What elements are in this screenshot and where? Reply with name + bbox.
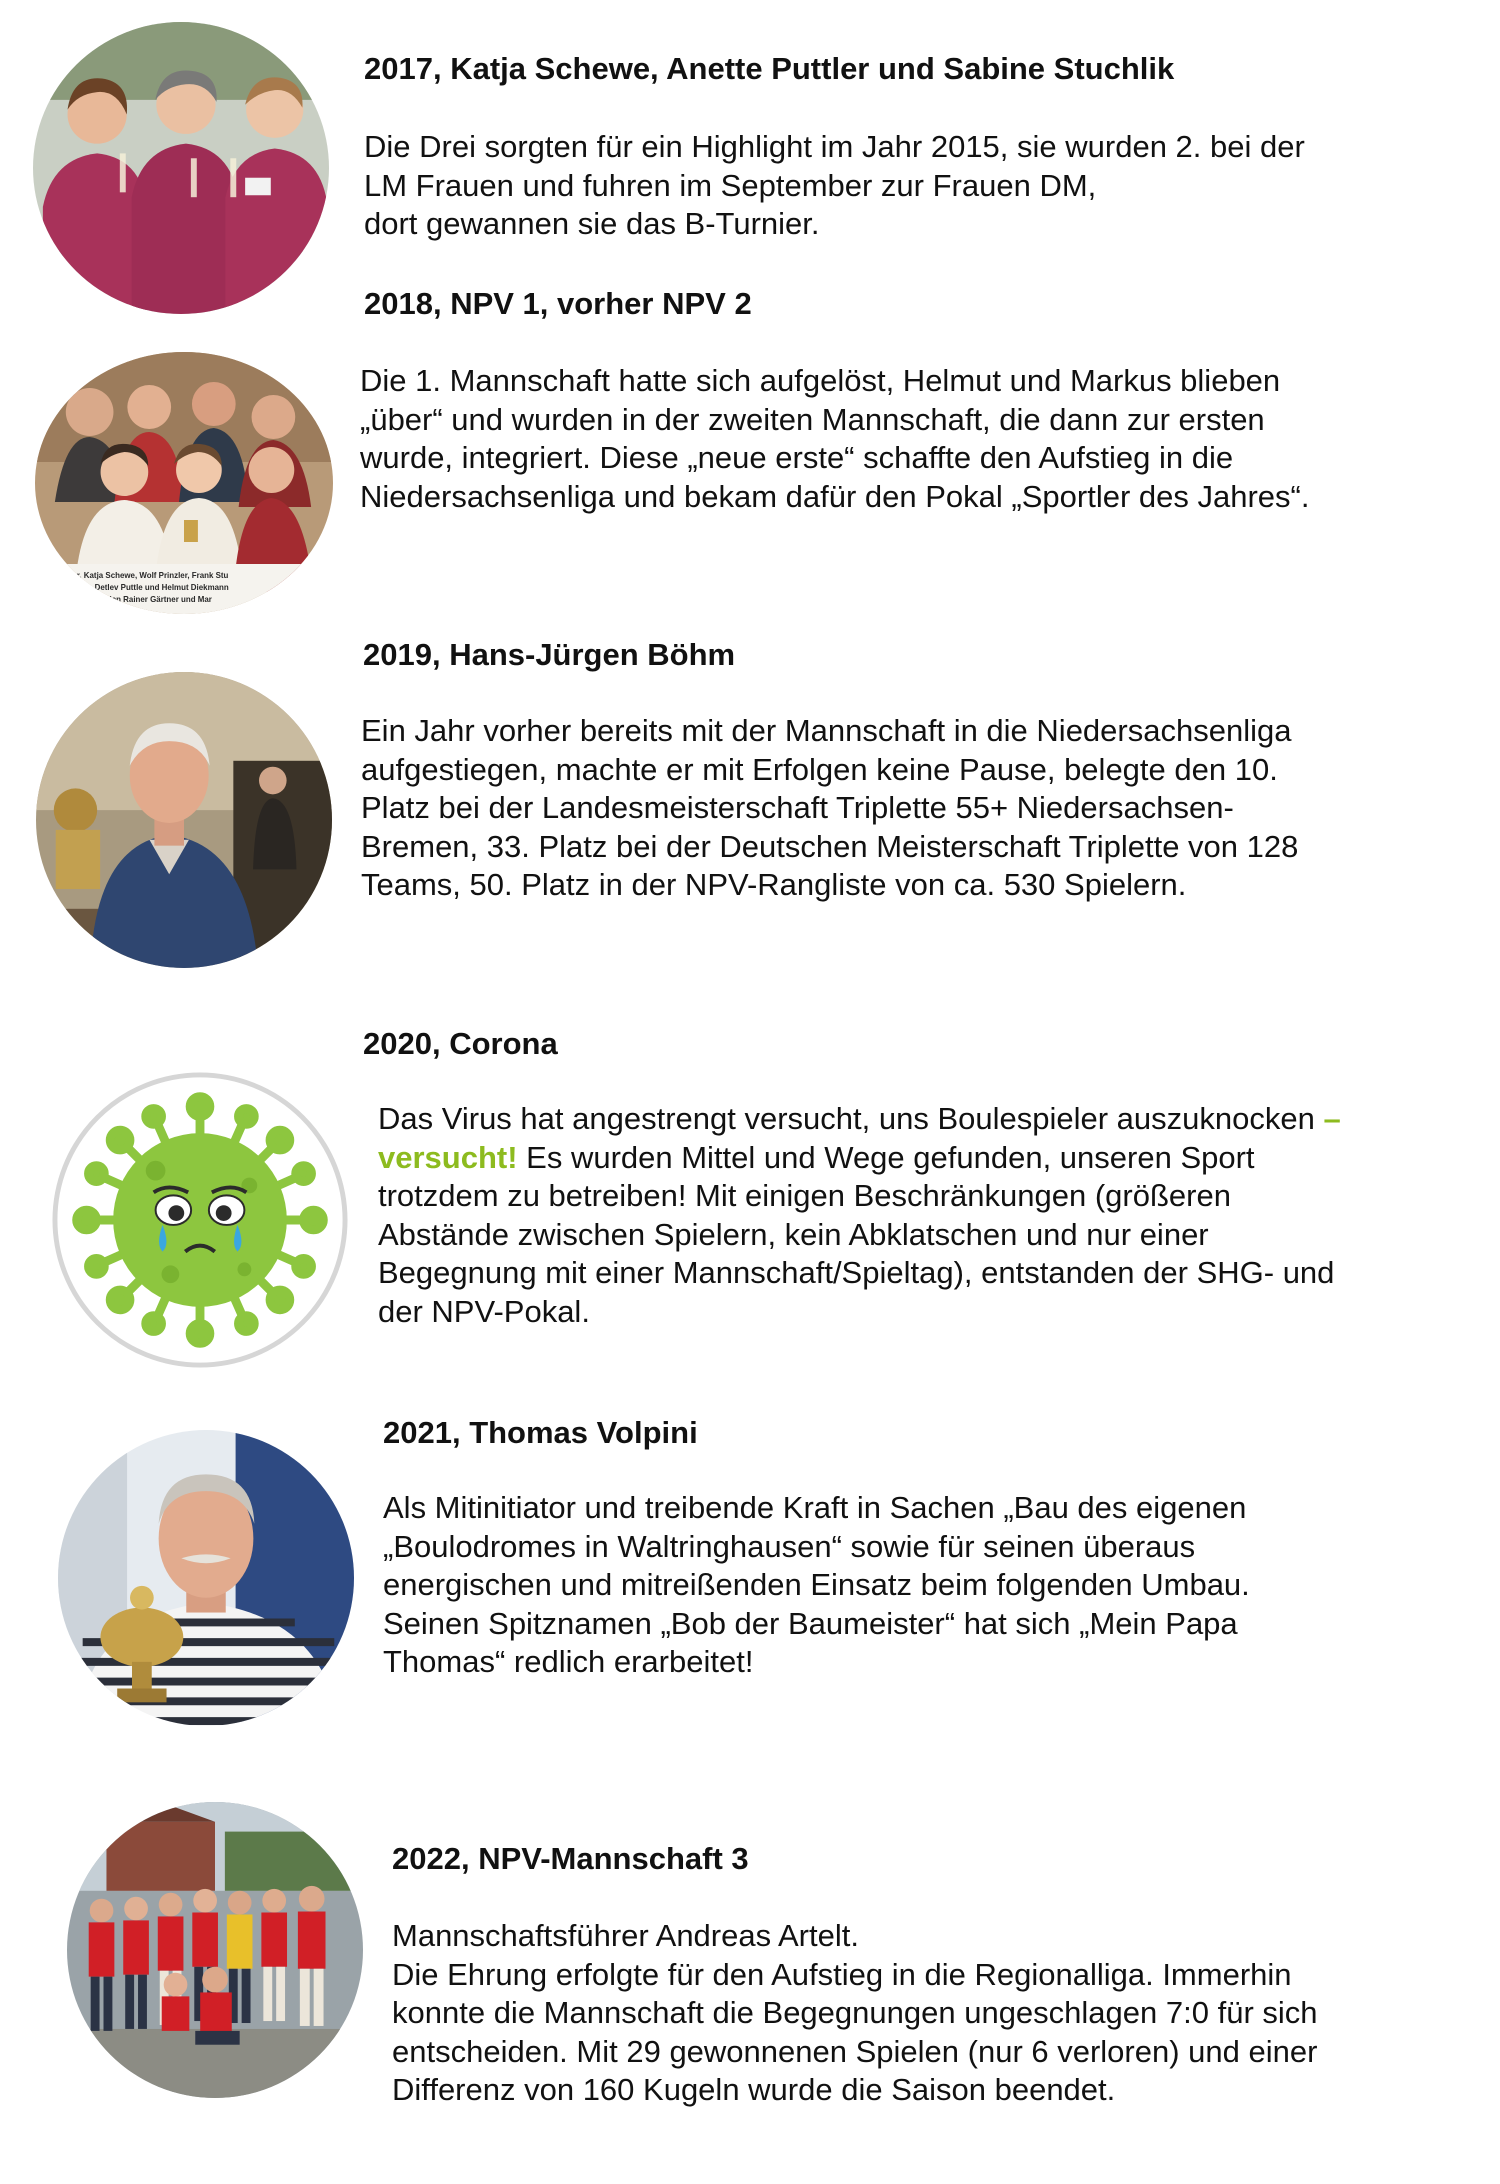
entry-title: 2020, Corona: [363, 1026, 558, 1061]
text-line: Die Ehrung erfolgte für den Aufstieg in die Regionalliga. Immerhin: [392, 1956, 1292, 1992]
entry-title: 2022, NPV-Mannschaft 3: [392, 1841, 749, 1876]
photo-2017-three-women: [33, 22, 329, 314]
entry-text: [392, 1917, 1318, 2110]
text-line: [378, 1139, 1341, 1178]
entry-text: [364, 128, 1305, 244]
accent-dash: –: [1323, 1101, 1341, 1136]
entry-title: 2018, NPV 1, vorher NPV 2: [364, 286, 752, 321]
entry-title: 2019, Hans-Jürgen Böhm: [363, 637, 736, 672]
entry-title: 2017, Katja Schewe, Anette Puttler und Sabine Stuchlik: [364, 51, 1175, 86]
text-line: trotzdem zu betreiben! Mit einigen Beschränkungen (größeren: [378, 1178, 1231, 1213]
text-line: wurde, integriert. Diese „neue erste“ schaffte den Aufstieg in die: [360, 440, 1234, 475]
text-line: energischen und mitreißenden Einsatz beim folgenden Umbau.: [383, 1567, 1250, 1602]
photo-caption-line: Detlev Puttle und Helmut Diekmann: [94, 582, 229, 593]
entry-text: [378, 1100, 1341, 1331]
text-line: Mannschaftsführer Andreas Artelt.: [392, 1918, 859, 1953]
text-line: Seinen Spitznamen „Bob der Baumeister“ hat sich „Mein Papa: [383, 1605, 1238, 1641]
text-line: Die 1. Mannschaft hatte sich aufgelöst, Helmut und Markus blieben: [360, 363, 1281, 398]
text-line: konnte die Mannschaft die Begegnungen ungeschlagen 7:0 für sich: [392, 1995, 1318, 2030]
text-line: Platz bei der Landesmeisterschaft Triplette 55+ Niedersachsen-: [361, 790, 1234, 825]
accent-word: versucht!: [378, 1139, 518, 1175]
text-line: Ein Jahr vorher bereits mit der Mannschaft in die Niedersachsenliga: [361, 713, 1292, 748]
entry-text: [360, 362, 1309, 516]
text-line: Differenz von 160 Kugeln wurde die Saison beendet.: [392, 2072, 1116, 2107]
text-line: Bremen, 33. Platz bei der Deutschen Meisterschaft Triplette von 128: [361, 828, 1299, 864]
entry-title: 2021, Thomas Volpini: [383, 1415, 698, 1450]
text-line: Abstände zwischen Spielern, kein Abklatschen und nur einer: [378, 1216, 1209, 1252]
entry-text: [383, 1489, 1250, 1682]
text-line: Die Drei sorgten für ein Highlight im Jahr 2015, sie wurden 2. bei der: [364, 129, 1305, 164]
text-line: entscheiden. Mit 29 gewonnenen Spielen (nur 6 verloren) und einer: [392, 2033, 1318, 2069]
text-line: [378, 1100, 1341, 1139]
text-line: Niedersachsenliga und bekam dafür den Pokal „Sportler des Jahres“.: [360, 478, 1310, 514]
text-line: dort gewannen sie das B-Turnier.: [364, 206, 820, 241]
text-line: LM Frauen und fuhren im September zur Frauen DM,: [364, 167, 1097, 203]
text-line: der NPV-Pokal.: [378, 1293, 590, 1329]
entry-text: [361, 712, 1298, 905]
text-line: Begegnung mit einer Mannschaft/Spieltag), entstanden der SHG- und: [378, 1255, 1335, 1290]
text-line: Als Mitinitiator und treibende Kraft in Sachen „Bau des eigenen: [383, 1490, 1247, 1525]
text-line: Teams, 50. Platz in der NPV-Rangliste von ca. 530 Spielern.: [361, 867, 1187, 902]
photo-caption-line: ttler, Katja Schewe, Wolf Prinzler, Frank Stu: [64, 570, 229, 581]
virus-icon: [52, 1072, 348, 1368]
photo-caption-line: len Rainer Gärtner und Mar: [109, 594, 212, 605]
text-line: „über“ und wurden in der zweiten Mannschaft, die dann zur ersten: [360, 401, 1265, 437]
text-line: aufgestiegen, machte er mit Erfolgen keine Pause, belegte den 10.: [361, 751, 1278, 787]
photo-2022-team-3: [67, 1802, 363, 2098]
photo-2019-hans-juergen-boehm: [36, 672, 332, 968]
photo-2018-team: [35, 352, 333, 614]
photo-2021-thomas-volpini: [58, 1430, 354, 1726]
text-line: „Boulodromes in Waltringhausen“ sowie für seinen überaus: [383, 1528, 1196, 1564]
text-line: Thomas“ redlich erarbeitet!: [383, 1644, 754, 1679]
text-segment: Es wurden Mittel und Wege gefunden, unseren Sport: [517, 1139, 1255, 1175]
text-segment: Das Virus hat angestrengt versucht, uns Boulespieler auszuknocken: [378, 1101, 1324, 1136]
